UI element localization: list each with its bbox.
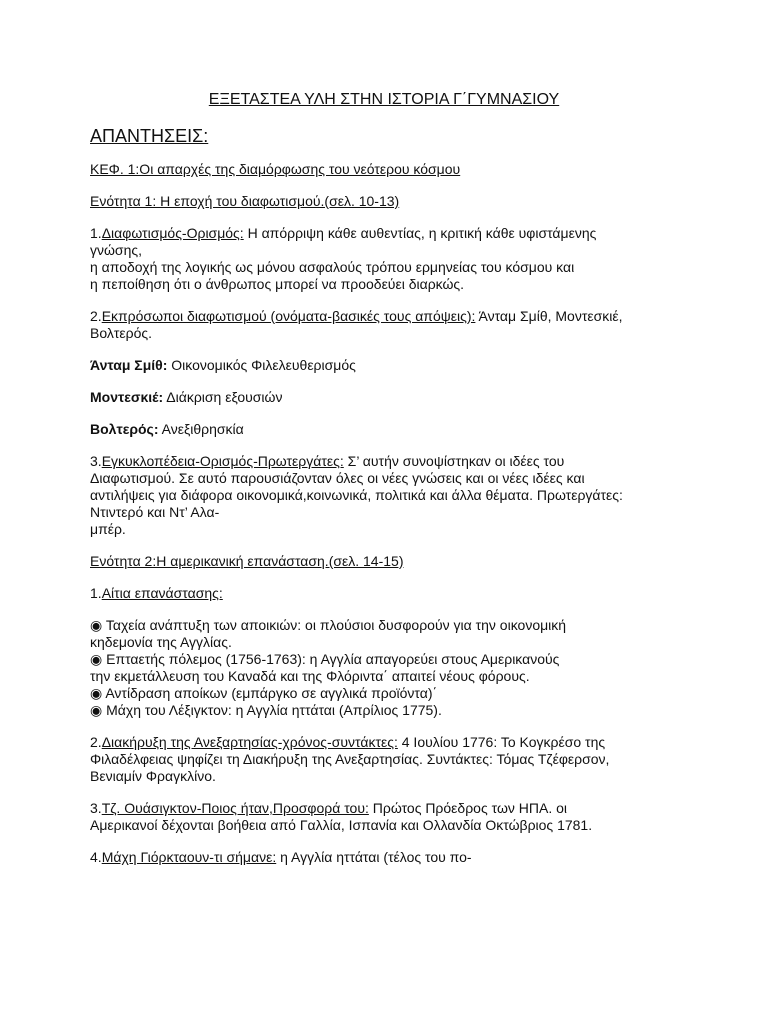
representative-montesquieu — [90, 389, 730, 406]
cause-item: ◉ Αντίδραση αποίκων (εμπάργκο σε αγγλικά προϊόντα)΄ — [90, 685, 438, 701]
answer-text: η Αγγλία ηττάται (τέλος του πο- — [276, 849, 472, 865]
answer-text: γνώσης, — [90, 242, 142, 258]
question-label: Διαφωτισμός-Ορισμός: — [101, 225, 244, 241]
question-label: Εγκυκλοπέδεια-Ορισμός-Πρωτεργάτες: — [101, 453, 344, 469]
answer-text: Πρώτος Πρόεδρος των ΗΠΑ. οι — [368, 800, 567, 816]
answer-text: Βενιαμίν Φραγκλίνο. — [90, 768, 216, 784]
question-washington — [90, 800, 730, 834]
answer-text: μπέρ. — [90, 521, 126, 537]
cause-item-continued: την εκμετάλλευση του Καναδά και της Φλόριντα΄ απαιτεί νέους φόρους. — [90, 668, 530, 684]
answer-text: η αποδοχή της λογικής ως μόνου ασφαλούς τρόπου ερμηνείας του κόσμου και — [90, 259, 575, 275]
representative-name: Βολτερός: — [90, 421, 159, 437]
question-declaration — [90, 734, 730, 785]
answer-text: αντιλήψεις για διάφορα οικονομικά,κοινωνικά, πολιτικά και άλλα θέματα. Πρωτεργάτες: — [90, 487, 623, 503]
chapter-heading — [90, 161, 730, 178]
question-number: 3. — [90, 800, 102, 816]
question-enlightenment-representatives — [90, 308, 730, 342]
answer-text: Η απόρριψη κάθε αυθεντίας, η κριτική κάθε υφιστάμενης — [243, 225, 597, 241]
question-number: 2. — [90, 308, 102, 324]
answer-text: Άνταμ Σμίθ, Μοντεσκιέ, — [475, 308, 623, 324]
answer-text: Σ’ αυτήν συνοψίστηκαν οι ιδέες του — [343, 453, 565, 469]
answer-text: η πεποίθηση ότι ο άνθρωπος μπορεί να προοδεύει διαρκώς. — [90, 276, 465, 292]
document-body — [90, 161, 730, 881]
representative-idea: Ανεξιθρησκία — [158, 421, 244, 437]
representative-name: Άνταμ Σμίθ: — [90, 357, 168, 373]
unit-heading — [90, 193, 730, 210]
question-label: Μάχη Γιόρκταουν-τι σήμανε: — [101, 849, 277, 865]
chapter-1-title: ΚΕΦ. 1:Οι απαρχές της διαμόρφωσης του νεότερου κόσμου — [90, 161, 461, 177]
question-encyclopedia — [90, 453, 730, 538]
unit-1-title: Ενότητα 1: Η εποχή του διαφωτισμού.(σελ. 10-13) — [90, 193, 400, 209]
question-yorktown — [90, 849, 730, 866]
question-number: 2. — [90, 734, 102, 750]
document-title: ΕΞΕΤΑΣΤΕΑ ΥΛΗ ΣΤΗΝ ΙΣΤΟΡΙΑ Γ΄ΓΥΜΝΑΣΙΟΥ — [208, 91, 560, 108]
question-number: 3. — [90, 453, 102, 469]
answers-heading: ΑΠΑΝΤΗΣΕΙΣ: — [90, 126, 209, 146]
representative-voltaire — [90, 421, 730, 438]
cause-item: ◉ Επταετής πόλεμος (1756-1763): η Αγγλία απαγορεύει στους Αμερικανούς — [90, 651, 560, 667]
question-revolution-causes — [90, 585, 730, 602]
unit-heading — [90, 553, 730, 570]
question-number: 4. — [90, 849, 102, 865]
question-enlightenment-definition — [90, 225, 730, 293]
representative-idea: Οικονομικός Φιλελευθερισμός — [167, 357, 356, 373]
question-label: Αίτια επανάστασης: — [101, 585, 223, 601]
question-label: Διακήρυξη της Ανεξαρτησίας-χρόνος-συντάκτες: — [101, 734, 398, 750]
question-label: Τζ. Ουάσιγκτον-Ποιος ήταν,Προσφορά του: — [101, 800, 369, 816]
answer-text: Φιλαδέλφειας ψηφίζει τη Διακήρυξη της Ανεξαρτησίας. Συντάκτες: Τόμας Τζέφερσον, — [90, 751, 610, 767]
answer-text: Διαφωτισμού. Σε αυτό παρουσιάζονταν όλες οι νέες γνώσεις και οι νέες ιδέες και — [90, 470, 585, 486]
causes-list — [90, 617, 730, 719]
question-label: Εκπρόσωποι διαφωτισμού (ονόματα-βασικές τους απόψεις): — [101, 308, 476, 324]
cause-item: ◉ Ταχεία ανάπτυξη των αποικιών: οι πλούσιοι δυσφορούν για την οικονομική — [90, 617, 567, 633]
cause-item-continued: κηδεμονία της Αγγλίας. — [90, 634, 232, 650]
cause-item: ◉ Μάχη του Λέξιγκτον: η Αγγλία ηττάται (Απρίλιος 1775). — [90, 702, 442, 718]
answer-text: Βολτερός. — [90, 325, 153, 341]
unit-2-title: Ενότητα 2:Η αμερικανική επανάσταση.(σελ. 14-15) — [90, 553, 404, 569]
answer-text: Αμερικανοί δέχονται βοήθεια από Γαλλία, Ισπανία και Ολλανδία Οκτώβριος 1781. — [90, 817, 593, 833]
representative-idea: Διάκριση εξουσιών — [163, 389, 283, 405]
question-number: 1. — [90, 585, 102, 601]
question-number: 1. — [90, 225, 102, 241]
representative-name: Μοντεσκιέ: — [90, 389, 164, 405]
answer-text: 4 Ιουλίου 1776: Το Κογκρέσο της — [397, 734, 606, 750]
representative-smith — [90, 357, 730, 374]
answer-text: Ντιντερό και Ντ’ Αλα- — [90, 504, 220, 520]
